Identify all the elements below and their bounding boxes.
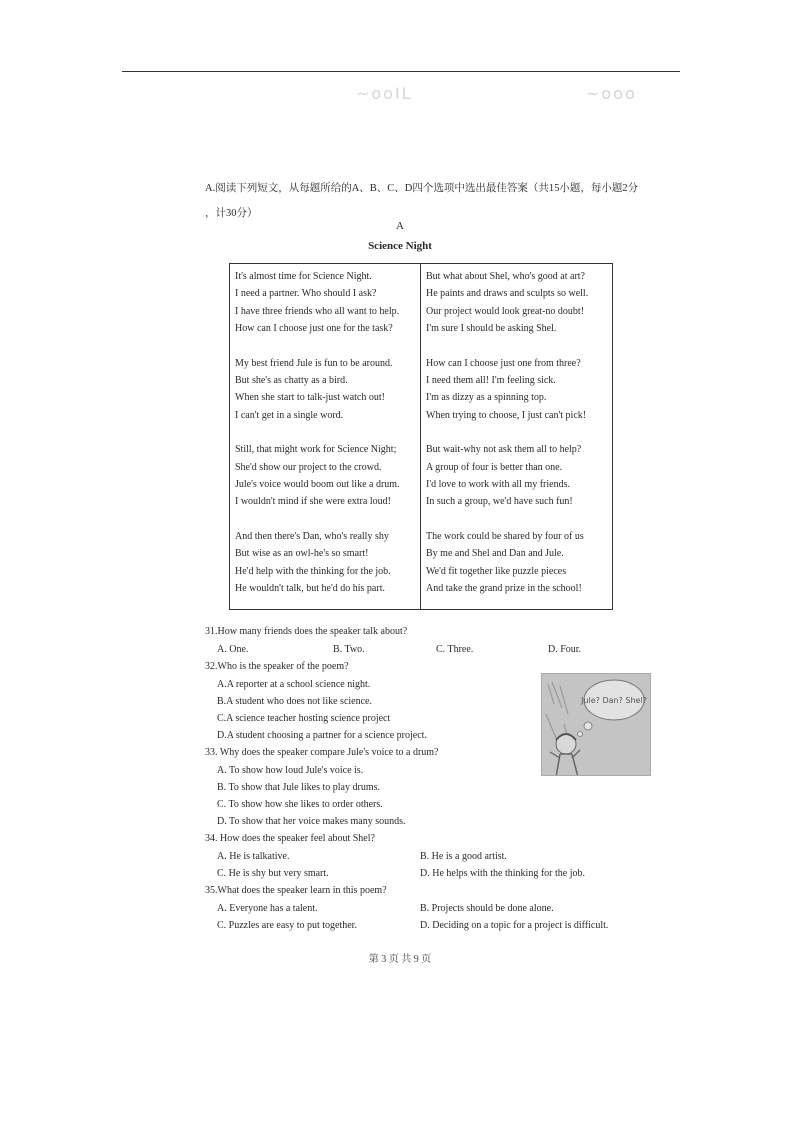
question-35: 35.What does the speaker learn in this poem?: [205, 885, 387, 896]
poem-line: By me and Shel and Dan and Jule.: [426, 548, 564, 560]
option-33-a: A. To show how loud Jule's voice is.: [217, 765, 364, 776]
poem-line: I wouldn't mind if she were extra loud!: [235, 496, 391, 508]
option-32-b: B.A student who does not like science.: [217, 696, 372, 707]
header-rule: [122, 71, 680, 72]
poem-line: The work could be shared by four of us: [426, 531, 584, 543]
stanza: [426, 355, 610, 424]
option-33-d: D. To show that her voice makes many sounds.: [217, 816, 406, 827]
question-31: 31.How many friends does the speaker talk about?: [205, 626, 408, 637]
option-32-c: C.A science teacher hosting science project: [217, 713, 391, 724]
poem-line: She'd show our project to the crowd.: [235, 461, 382, 473]
question-32: 32.Who is the speaker of the poem?: [205, 661, 349, 672]
stanza: [426, 268, 610, 337]
poem-line: How can I choose just one for the task?: [235, 322, 393, 334]
poem-line: He'd help with the thinking for the job.: [235, 565, 391, 577]
poem-right-column: [426, 268, 610, 615]
option-31-d: D. Four.: [548, 644, 582, 655]
poem-line: Jule's voice would boom out like a drum.: [235, 478, 400, 490]
passage-letter: A: [396, 220, 404, 232]
option-32-a: A.A reporter at a school science night.: [217, 679, 371, 690]
poem-line: But wait-why not ask them all to help?: [426, 444, 582, 456]
poem-left-column: [235, 268, 417, 615]
poem-line: I'm sure I should be asking Shel.: [426, 322, 557, 334]
option-31-c: C. Three.: [436, 644, 474, 655]
question-34: 34. How does the speaker feel about Shel?: [205, 833, 375, 844]
poem-line: My best friend Jule is fun to be around.: [235, 357, 393, 369]
poem-line: I'd love to work with all my friends.: [426, 478, 570, 490]
poem-line: And take the grand prize in the school!: [426, 582, 582, 594]
option-35-b: B. Projects should be done alone.: [420, 903, 554, 914]
watermark-text: ~ooo: [586, 84, 637, 103]
poem-line: He wouldn't talk, but he'd do his part.: [235, 582, 385, 594]
instructions-line: ，计30分）: [205, 208, 258, 219]
stanza: [426, 528, 610, 597]
poem-line: When trying to choose, I just can't pick!: [426, 409, 587, 421]
poem-illustration: [541, 673, 651, 776]
option-34-b: B. He is a good artist.: [420, 851, 507, 862]
option-35-d: D. Deciding on a topic for a project is difficult.: [420, 920, 609, 931]
poem-line: Still, that might work for Science Night;: [235, 444, 397, 456]
option-35-a: A. Everyone has a talent.: [217, 903, 318, 914]
poem-line: Our project would look great-no doubt!: [426, 305, 585, 317]
option-34-c: C. He is shy but very smart.: [217, 868, 329, 879]
poem-line: He paints and draws and sculpts so well.: [426, 288, 589, 300]
option-31-b: B. Two.: [333, 644, 365, 655]
option-33-c: C. To show how she likes to order others.: [217, 799, 383, 810]
option-34-d: D. He helps with the thinking for the job.: [420, 868, 585, 879]
girl-thinking-illustration: [542, 674, 651, 776]
poem-box: [229, 263, 613, 610]
poem-line: But she's as chatty as a bird.: [235, 374, 348, 386]
poem-line: And then there's Dan, who's really shy: [235, 531, 389, 543]
poem-line: I need a partner. Who should I ask?: [235, 288, 377, 300]
poem-column-divider: [420, 264, 421, 609]
poem-line: It's almost time for Science Night.: [235, 271, 372, 282]
poem-line: I can't get in a single word.: [235, 409, 344, 421]
stanza: [426, 441, 610, 510]
option-33-b: B. To show that Jule likes to play drums.: [217, 782, 380, 793]
poem-line: But wise as an owl-he's so smart!: [235, 548, 369, 560]
stanza: [235, 528, 417, 597]
poem-line: I have three friends who all want to help.: [235, 305, 400, 317]
instructions-line: A.阅读下列短文，从每题所给的A、B、C、D四个选项中选出最佳答案（共15小题，每小题2分: [205, 183, 639, 194]
poem-line: A group of four is better than one.: [426, 461, 563, 473]
stanza: [235, 441, 417, 510]
poem-line: I need them all! I'm feeling sick.: [426, 374, 556, 386]
section-instructions: [205, 176, 675, 226]
poem-line: When she start to talk-just watch out!: [235, 392, 385, 404]
stanza: [235, 355, 417, 424]
poem-line: How can I choose just one from three?: [426, 357, 581, 369]
thought-bubble-text: Jule? Dan? Shel?: [581, 696, 647, 705]
question-33: 33. Why does the speaker compare Jule's voice to a drum?: [205, 747, 439, 758]
poem-line: We'd fit together like puzzle pieces: [426, 565, 567, 577]
option-31-a: A. One.: [217, 644, 249, 655]
option-35-c: C. Puzzles are easy to put together.: [217, 920, 357, 931]
option-34-a: A. He is talkative.: [217, 851, 290, 862]
poem-line: I'm as dizzy as a spinning top.: [426, 392, 547, 404]
option-32-d: D.A student choosing a partner for a science project.: [217, 730, 427, 741]
watermark-text: ~ooIL: [356, 84, 413, 103]
poem-title: Science Night: [368, 240, 432, 252]
poem-line: In such a group, we'd have such fun!: [426, 496, 573, 508]
page-number: 第 3 页 共 9 页: [368, 954, 432, 965]
poem-line: But what about Shel, who's good at art?: [426, 271, 585, 282]
stanza: [235, 268, 417, 337]
